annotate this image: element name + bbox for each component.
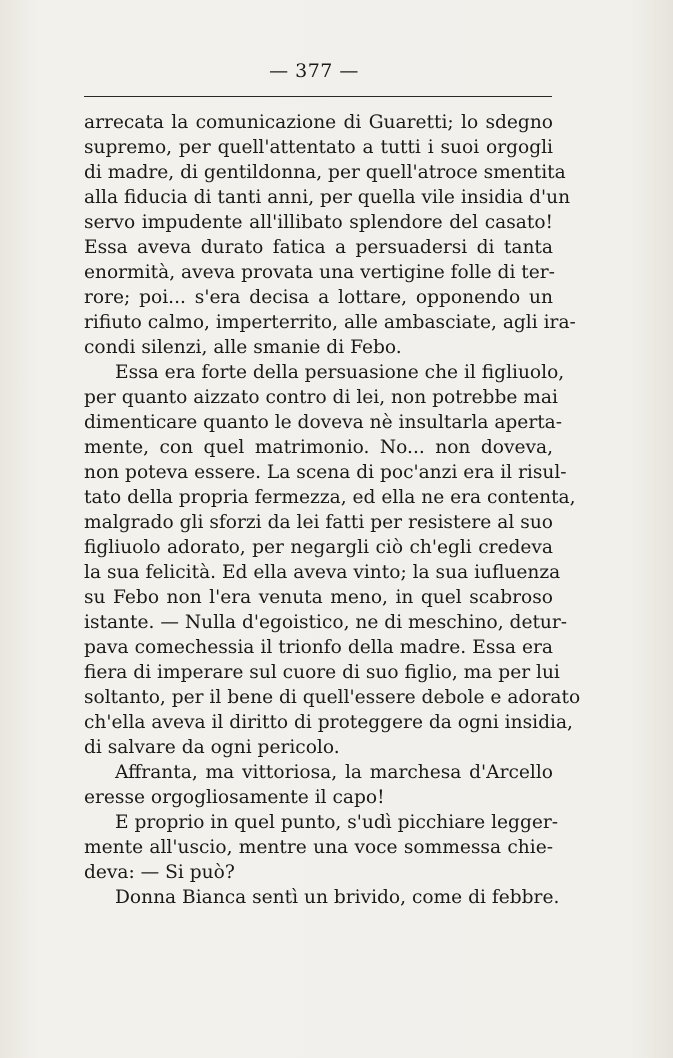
text-line: rifiuto calmo, imperterrito, alle ambasciate, agli ira-	[84, 312, 576, 333]
text-line: per quanto aizzato contro di lei, non potrebbe mai	[84, 387, 558, 408]
text-line: Essa era forte della persuasione che il figliuolo,	[115, 362, 565, 383]
text-line: dimenticare quanto le doveva nè insultarla aperta-	[84, 412, 563, 433]
text-line: E proprio in quel punto, s'udì picchiare legger-	[115, 812, 559, 833]
text-line: rore; poi... s'era decisa a lottare, opponendo un	[84, 287, 553, 308]
text-line: arrecata la comunicazione di Guaretti; lo sdegno	[84, 112, 553, 133]
text-line: soltanto, per il bene di quell'essere debole e adorato	[84, 687, 581, 708]
header-rule	[84, 96, 552, 97]
text-line: mente all'uscio, mentre una voce sommessa chie-	[84, 837, 553, 858]
text-line: ch'ella aveva il diritto di proteggere da ogni insidia,	[84, 712, 573, 733]
text-line: deva: — Si può?	[84, 862, 235, 883]
text-line: istante. — Nulla d'egoistico, ne di meschino, detur-	[84, 612, 568, 633]
body-text	[84, 110, 581, 910]
text-line: la sua felicità. Ed ella aveva vinto; la sua iufluenza	[84, 562, 561, 583]
text-line: alla fiducia di tanti anni, per quella vile insidia d'un	[84, 187, 571, 208]
text-line: servo impudente all'illibato splendore del casato!	[84, 212, 553, 233]
text-line: Affranta, ma vittoriosa, la marchesa d'Arcello	[115, 762, 553, 783]
text-line: Donna Bianca sentì un brivido, come di febbre.	[115, 887, 560, 908]
text-line: Essa aveva durato fatica a persuadersi di tanta	[84, 237, 553, 258]
text-line: non poteva essere. La scena di poc'anzi era il risul-	[84, 462, 567, 483]
text-line: su Febo non l'era venuta meno, in quel scabroso	[84, 587, 553, 608]
text-line: di madre, di gentildonna, per quell'atroce smentita	[84, 162, 566, 183]
page-number: — 377 —	[269, 60, 359, 82]
text-line: condi silenzi, alle smanie di Febo.	[84, 337, 402, 358]
text-line: enormità, aveva provata una vertigine folle di ter-	[84, 262, 555, 283]
text-line: malgrado gli sforzi da lei fatti per resistere al suo	[84, 512, 553, 533]
text-line: di salvare da ogni pericolo.	[84, 737, 340, 758]
text-line: pava comechessia il trionfo della madre. Essa era	[84, 637, 553, 658]
text-line: mente, con quel matrimonio. No... non doveva,	[84, 437, 553, 458]
text-line: supremo, per quell'attentato a tutti i suoi orgogli	[84, 137, 553, 158]
text-line: fiera di imperare sul cuore di suo figlio, ma per lui	[84, 662, 560, 683]
text-line: figliuolo adorato, per negargli ciò ch'egli credeva	[84, 537, 553, 558]
text-line: eresse orgogliosamente il capo!	[84, 787, 385, 808]
text-line: tato della propria fermezza, ed ella ne era contenta,	[84, 487, 576, 508]
